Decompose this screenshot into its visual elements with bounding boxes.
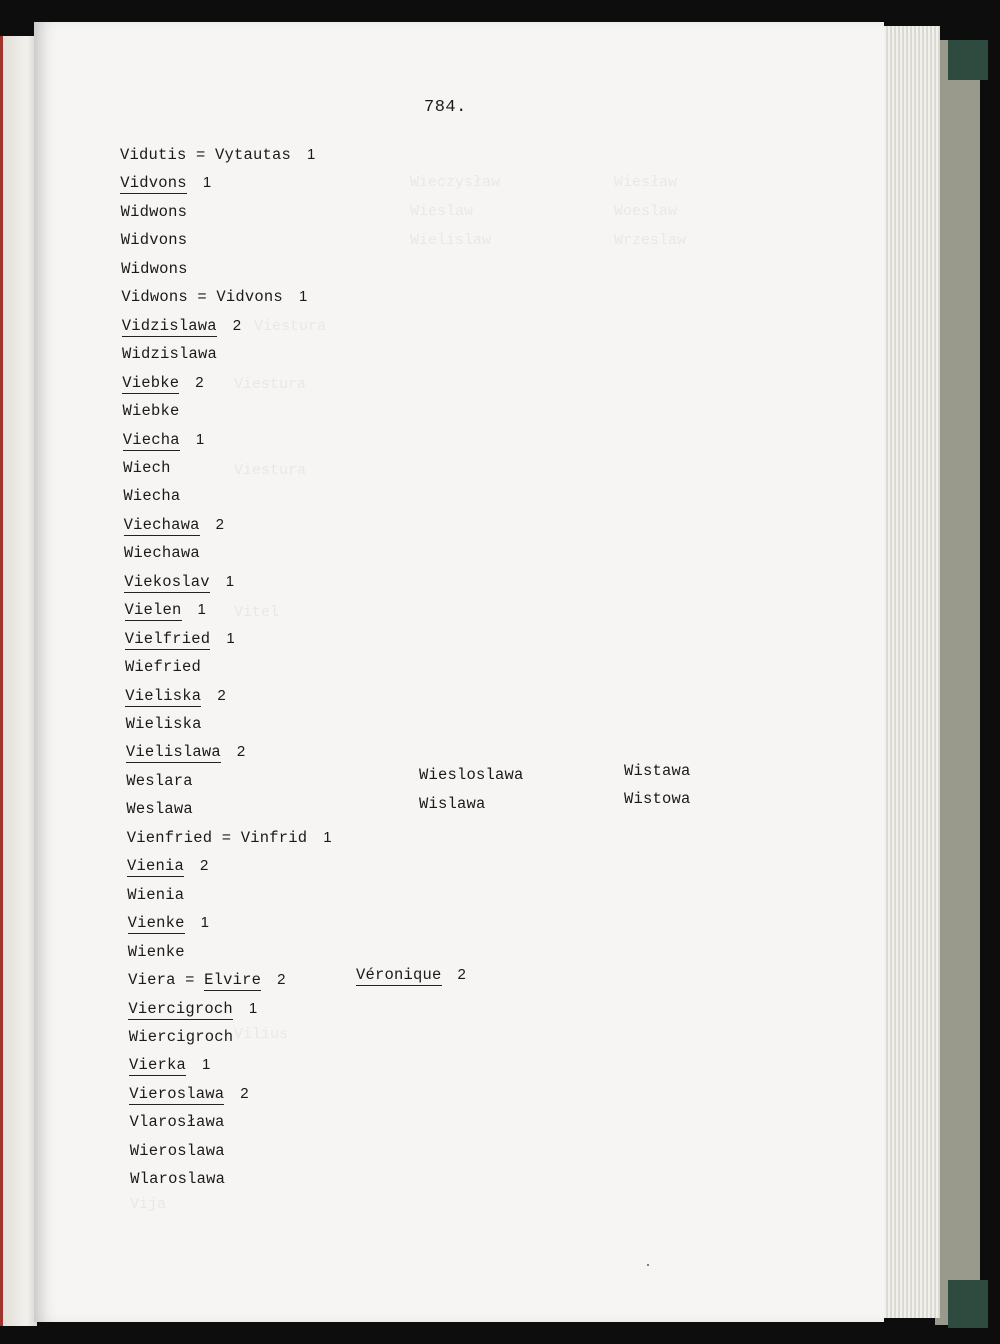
entry-name: Vielen (124, 601, 182, 620)
cover-corner-bottom (948, 1280, 988, 1328)
entry-name: Wiechawa (123, 544, 200, 563)
entry-count: 2 (457, 966, 467, 983)
bleed-through-text: Wieslaw (410, 203, 474, 220)
entry-count: 1 (307, 146, 316, 163)
entry-name: Wiefried (125, 658, 202, 677)
name-entry (123, 431, 205, 451)
equals-sign: = (212, 828, 241, 847)
entry-name: Viercigroch (128, 999, 233, 1018)
bleed-through-text: Wrzeslaw (614, 232, 687, 249)
name-entry (128, 914, 210, 934)
name-entry (122, 374, 204, 394)
name-entry (419, 795, 486, 813)
entry-name: Viecha (122, 430, 180, 449)
name-entry (122, 317, 242, 337)
entry-name: Viechawa (123, 515, 200, 534)
entry-equivalent: Elvire (204, 971, 262, 989)
ink-speck (647, 1264, 649, 1266)
entry-name: Widzislawa (122, 345, 218, 364)
entry-name: Vierka (129, 1056, 187, 1075)
entry-name: Widwons (120, 202, 188, 221)
entry-name: Wlaroslawa (130, 1170, 226, 1189)
entry-count: 2 (232, 316, 242, 334)
entry-count: 2 (277, 971, 286, 988)
name-entry (130, 1113, 225, 1131)
name-entry (123, 402, 180, 420)
name-entry (123, 487, 180, 505)
entry-name: Viebke (122, 373, 180, 392)
name-entry (122, 345, 217, 363)
entry-name: Vidutis (120, 146, 187, 164)
entry-name: Wiercigroch (128, 1027, 234, 1046)
name-entry (126, 772, 193, 790)
name-entry (624, 762, 691, 780)
entry-name: Vidwons (121, 288, 188, 307)
name-entry (121, 260, 188, 278)
name-entry (127, 857, 209, 877)
entry-count: 2 (217, 686, 226, 704)
name-entry (419, 766, 524, 784)
name-entry (130, 1142, 225, 1160)
name-entry (130, 1170, 225, 1188)
entry-name: Vienke (127, 914, 185, 933)
entry-name: Weslara (126, 771, 193, 790)
entry-name: Vielislawa (125, 743, 221, 762)
bleed-through-text: Viestura (234, 376, 307, 393)
name-entry (126, 715, 202, 733)
entry-name: Vienia (127, 857, 185, 876)
entry-name: Wiesloslawa (419, 766, 524, 784)
entry-name: Vidvons (120, 174, 187, 193)
equals-sign: = (186, 146, 216, 164)
name-entry (128, 1000, 257, 1020)
entry-count: 1 (225, 572, 235, 590)
entry-count: 1 (226, 629, 235, 647)
entry-count: 1 (298, 288, 308, 306)
name-entry (128, 943, 185, 961)
bleed-through-text: Wiesław (614, 174, 678, 191)
bleed-through-text: Vija (130, 1196, 167, 1213)
entry-name: Véronique (356, 966, 442, 984)
name-entry (127, 829, 332, 847)
name-entry (624, 790, 691, 808)
entry-name: Viekoslav (124, 572, 210, 591)
entry-name: Wienke (127, 942, 185, 961)
entry-name: Weslawa (126, 800, 193, 819)
entry-name: Wieroslawa (129, 1141, 225, 1160)
name-entry (125, 601, 207, 621)
entry-name: Vienfried (126, 828, 213, 847)
entry-name: Wienia (127, 885, 185, 904)
name-entry (129, 1028, 234, 1046)
entry-name: Vidzislawa (121, 316, 217, 335)
name-entry (125, 687, 226, 707)
name-entry (121, 203, 188, 221)
left-page-edge (0, 36, 37, 1326)
name-entry (128, 971, 286, 991)
equals-sign: = (187, 288, 217, 307)
bleed-through-text: Wieczysław (410, 174, 501, 191)
entry-count: 1 (195, 430, 205, 448)
name-entry (120, 174, 211, 194)
name-entry (124, 544, 200, 562)
name-entry (121, 288, 307, 306)
name-entry (129, 1085, 249, 1105)
entry-name: Wieliska (125, 715, 202, 733)
entry-name: Wiebke (122, 402, 180, 421)
name-entry (123, 459, 171, 477)
entry-count: 2 (215, 515, 225, 533)
entry-name: Vielfried (124, 629, 211, 648)
entry-name: Vlarosława (129, 1113, 225, 1132)
name-entry (127, 886, 184, 904)
entry-name: Wislawa (419, 795, 486, 813)
bleed-through-text: Viestura (234, 462, 307, 479)
entry-name: Wiech (123, 458, 171, 477)
name-entry (129, 1056, 211, 1076)
name-entry (121, 231, 188, 249)
document-page (34, 22, 884, 1322)
entry-count: 2 (200, 857, 209, 875)
entry-equivalent: Vinfrid (240, 828, 308, 847)
entry-name: Wiecha (123, 487, 181, 506)
name-entry (125, 630, 235, 650)
entry-count: 1 (202, 1056, 211, 1074)
entry-count: 2 (195, 373, 204, 391)
name-entry (125, 658, 201, 676)
bleed-through-text: Vitel (234, 604, 280, 621)
entry-name: Viera (128, 971, 176, 989)
entry-count: 1 (248, 999, 258, 1017)
entry-name: Vieliska (125, 686, 202, 705)
name-entry (126, 800, 193, 818)
name-entry (120, 146, 316, 164)
bleed-through-text: Viestura (254, 318, 327, 335)
book-cover (935, 40, 980, 1325)
entry-name: Widwons (121, 259, 188, 278)
name-entry (126, 743, 246, 763)
entry-count: 1 (323, 828, 332, 846)
entry-count: 1 (200, 914, 210, 932)
entry-equivalent: Vytautas (215, 146, 292, 164)
entry-count: 2 (236, 743, 246, 761)
page-stack-edges (880, 26, 940, 1318)
entry-count: 1 (202, 174, 212, 192)
name-entry (356, 966, 466, 986)
entry-equivalent: Vidvons (216, 288, 283, 307)
name-entry (124, 516, 225, 536)
page-number: 784. (424, 98, 467, 117)
entry-name: Wistawa (624, 762, 691, 780)
bleed-through-text: Wielislaw (410, 232, 492, 249)
entry-name: Wistowa (624, 790, 691, 808)
bleed-through-text: Vilius (234, 1026, 289, 1043)
entry-name: Vieroslawa (129, 1084, 225, 1103)
cover-corner-top (948, 40, 988, 80)
name-entry (124, 573, 234, 593)
entry-count: 2 (240, 1084, 249, 1102)
entry-name: Widvons (120, 231, 188, 250)
entry-count: 1 (197, 601, 207, 619)
bleed-through-text: Woeslaw (614, 203, 678, 220)
equals-sign: = (175, 971, 205, 989)
